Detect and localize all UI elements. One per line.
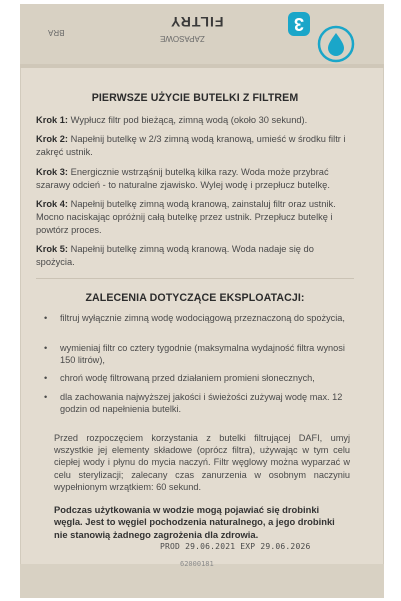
section-title-usage: ZALECENIA DOTYCZĄCE EKSPLOATACJI:: [85, 292, 305, 304]
usage-bullet: • chroń wodę filtrowaną przed działaniem promieni słonecznych,: [60, 372, 360, 384]
step-item: Krok 2: Napełnij butelkę w 2/3 zimną wodą kranową, umieść w środku filtr i zakręć ustnik.: [36, 134, 346, 157]
step-item: Krok 4: Napełnij butelkę zimną wodą kranową, zainstaluj filtr oraz ustnik. Mocno naciskając opróżnij całą butelkę przez ustnik. Przepłucz butelkę i powtórz proces.: [36, 199, 336, 235]
section-title-first-use: PIERWSZE UŻYCIE BUTELKI Z FILTREM: [91, 92, 299, 104]
box-bottom-flap: [20, 564, 384, 598]
step-item: Krok 1: Wypłucz filtr pod bieżącą, zimną wodą (około 30 sekund).: [36, 115, 308, 125]
flap-subtitle: ZAPASOWE: [160, 34, 205, 43]
flap-code: BRA: [48, 28, 65, 37]
charcoal-warning: Podczas użytkowania w wodzie mogą pojawiać się drobinki węgla. Jest to węgiel pochodzenia naturalnego, a jego drobinki nie stanowią żadnego zagrożenia dla zdrowia.: [54, 504, 335, 540]
flap-title: FILTRY: [170, 14, 224, 30]
batch-code: 62000181: [180, 560, 214, 568]
box-top-edge: [20, 64, 384, 68]
flap-number-badge: 3: [288, 12, 310, 36]
step-item: Krok 5: Napełnij butelkę zimną wodą kranową. Woda nadaje się do spożycia.: [36, 244, 314, 267]
usage-bullet: • filtruj wyłącznie zimną wodę wodociągową przeznaczoną do spożycia,: [60, 312, 360, 324]
section-divider: [36, 278, 354, 279]
dafi-logo-icon: [316, 24, 356, 64]
usage-bullet: • dla zachowania najwyższej jakości i świeżości zużywaj wodę max. 12 godzin od napełnienia butelki.: [60, 391, 360, 416]
usage-bullet: • wymieniaj filtr co cztery tygodnie (maksymalna wydajność filtra wynosi 150 litrów),: [60, 342, 360, 367]
production-date-stamp: PROD 29.06.2021 EXP 29.06.2026: [160, 542, 311, 551]
box-top-flap: [20, 4, 384, 66]
washing-paragraph: Przed rozpoczęciem korzystania z butelki filtrującej DAFI, umyj wszystkie jej elementy składowe (oprócz filtra), używając w tym celu ciepłej wody i płynu do mycia naczyń. Filtr węglowy można wyparzać w celu sterylizacji; zalecany czas zanurzenia w osobnym naczyniu wypełnionym wrzątkiem: 60 sekund.: [54, 433, 350, 492]
step-item: Krok 3: Energicznie wstrząśnij butelką kilka razy. Woda może przybrać szarawy odcień - to naturalne zjawisko. Wylej wodę i przepłucz butelkę.: [36, 167, 330, 190]
